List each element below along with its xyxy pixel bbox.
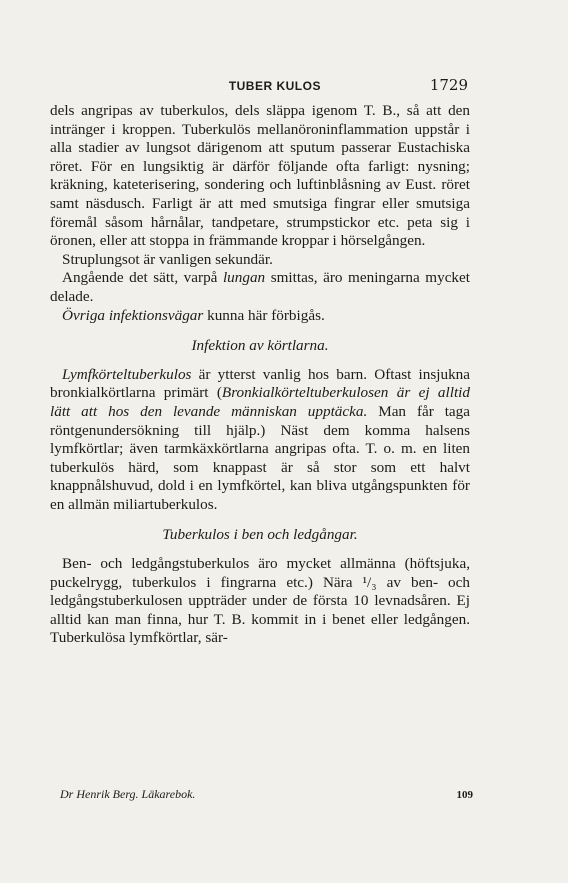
paragraph-continuation: dels angripas av tuberkulos, dels släppa igenom T. B., så att den intränger i kroppen. Tuberkulös mellanöroninflammation uppstår i alla stadier av lungsot därigenom att sputum passerar Eustachiska röret. För en lungsiktig är därför följande ofta farligt: nysning; kräkning, kateterisering, sondering och luftinblåsning av Eust. röret samt näsdusch. Farligt är att med smutsiga fingrar eller smutsiga föremål såsom hårnålar, tandpetare, strumpstickor etc. peta sig i öronen, eller att stoppa in främmande kroppar i hörselgången. [50, 102, 470, 250]
emphasis-lungan: lungan [222, 269, 266, 287]
text-run: Angående det sätt, varpå [62, 269, 223, 287]
text-run: är ytterst vanlig hos barn. Oftast insjukna bronkialkörtlarna primärt ( [50, 365, 470, 402]
page-number: 1729 [429, 76, 468, 94]
page-footer [60, 787, 473, 802]
text-run: smittas, äro meningarna mycket delade. [50, 269, 470, 305]
section-heading-korltarna: Infektion av körtlarna. [191, 337, 329, 355]
body-text [50, 102, 470, 648]
signature-mark: 109 [456, 789, 473, 801]
paragraph-lungan [50, 269, 470, 306]
paragraph-ovriga [50, 307, 470, 326]
paragraph-lymfkortel [50, 366, 470, 515]
emphasis-lymfkortel: Lymfkörteltuberkulos [62, 365, 192, 383]
emphasis-bronkial: Bronkialkörteltuberkulosen är ej alltid lätt att hos den levande människan upptäcka. [50, 384, 470, 420]
footer-author: Dr Henrik Berg. Läkarebok. [60, 787, 196, 801]
paragraph-struplungsot: Struplungsot är vanligen sekundär. [62, 250, 273, 268]
running-head [50, 76, 468, 94]
section-heading-ben: Tuberkulos i ben och ledgångar. [162, 526, 358, 544]
running-title: TUBER KULOS [228, 79, 321, 93]
text-run: Man får taga röntgenundersökning till hjälp.) Näst dem komma halsens lymfkörtlar; även tarmkäxkörtlarna angripas ofta. T. o. m. en liten tuberkulös härd, som knappast är så stor som ett halvt knappnålshuvud, dold i en lymfkörtel, kan bliva utgångspunkten för en allmän miliartuberkulos. [50, 402, 471, 513]
text-run: kunna här förbigås. [203, 306, 325, 324]
emphasis-ovriga: Övriga infektionsvägar [62, 306, 204, 324]
paragraph-ben-ledgang: Ben- och ledgångstuberkulos äro mycket allmänna (höftsjuka, puckelrygg, tuberkulos i fingrarna etc.) Nära ¹/₃ av ben- och ledgångstuberkulosen uppträder under de första 10 levnadsåren. Ej alltid kan man finna, hur T. B. kommit in i benet eller ledgången. Tuberkulösa lymfkörtlar, sär- [50, 555, 470, 647]
